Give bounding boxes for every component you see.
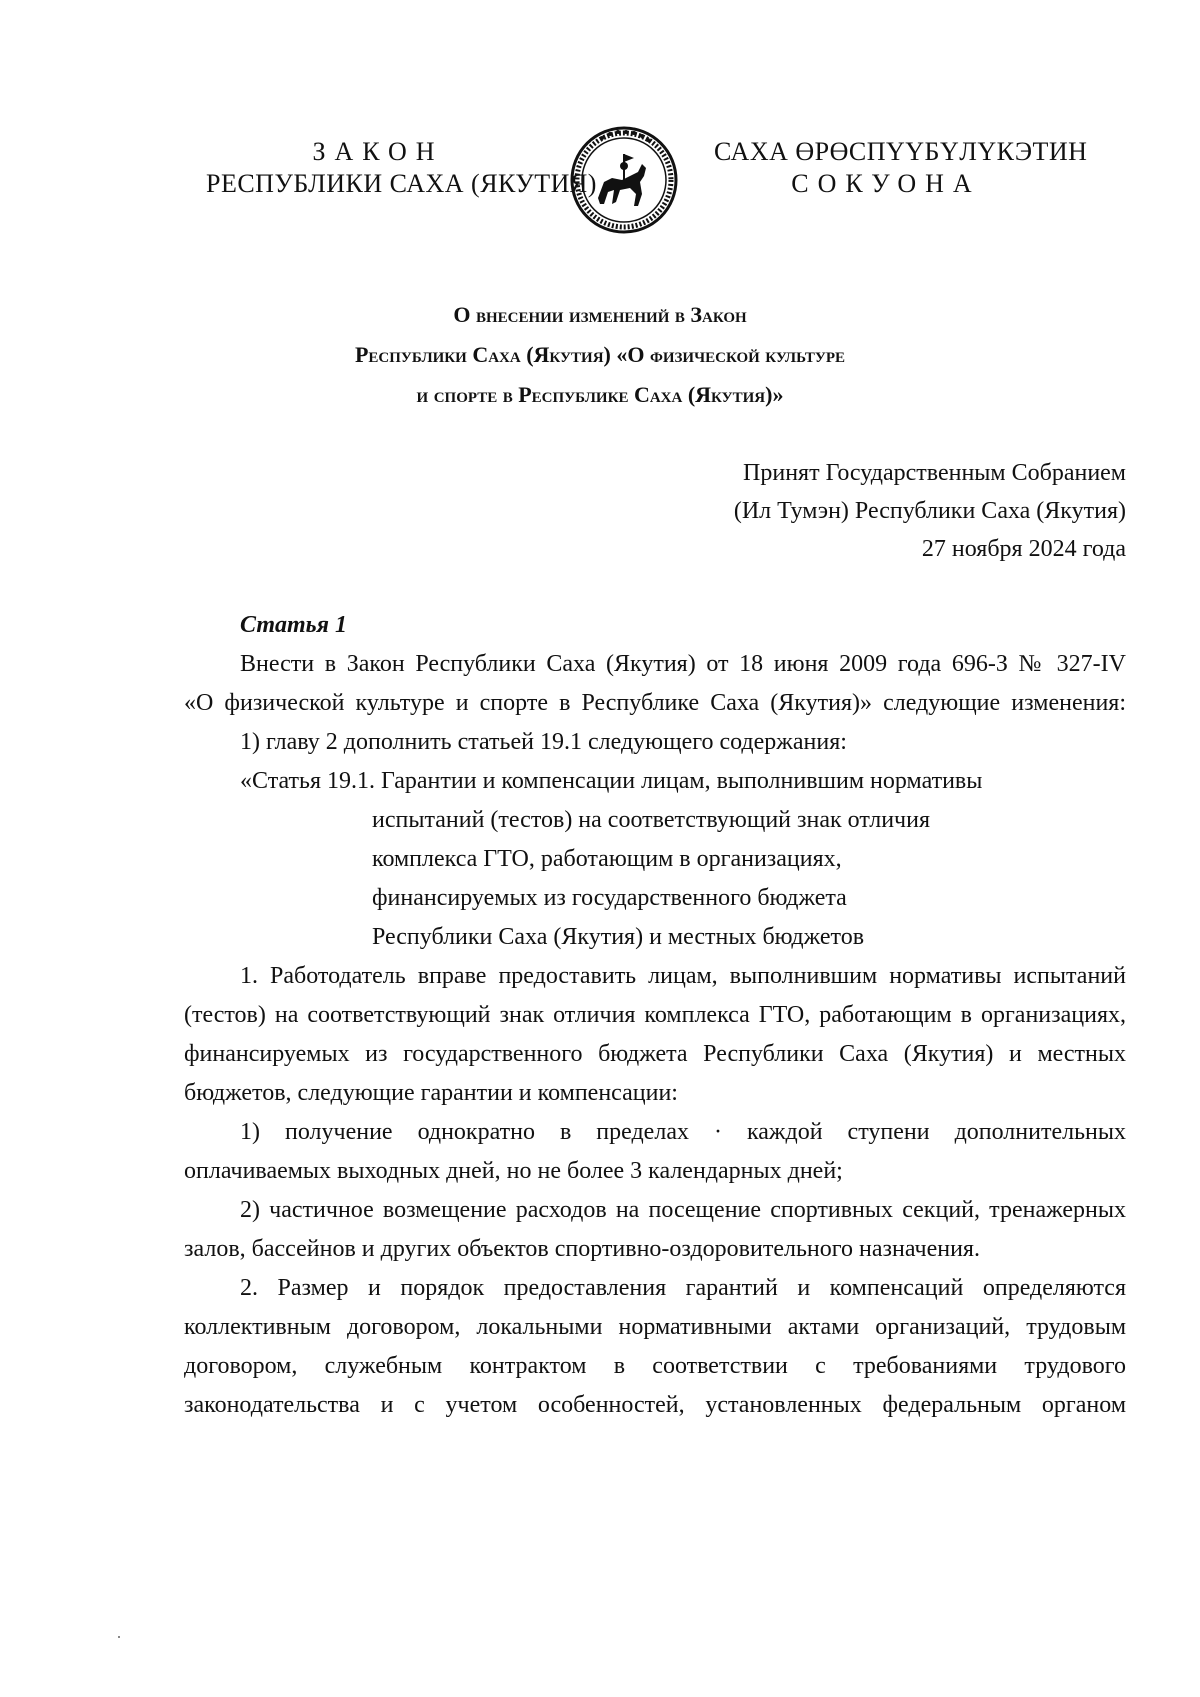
- new-article-heading-cont: Республики Саха (Якутия) и местных бюджетов: [372, 924, 865, 950]
- header-republic-name: РЕСПУБЛИКИ САХА (ЯКУТИЯ): [206, 169, 597, 198]
- header-left: [206, 136, 597, 200]
- body-line: залов, бассейнов и других объектов спортивно-оздоровительного назначения.: [184, 1236, 980, 1262]
- document-title-line-3: и спорте в Республике Саха (Якутия)»: [416, 382, 784, 407]
- header-law-word-sakha: СОКУОНА: [791, 169, 981, 198]
- new-article-heading-cont: испытаний (тестов) на соответствующий знак отличия: [372, 807, 930, 833]
- body-line: 1) главу 2 дополнить статьей 19.1 следующего содержания:: [240, 729, 847, 755]
- header-right: [714, 136, 1088, 200]
- body-line: 2. Размер и порядок предоставления гарантий и компенсаций определяются: [240, 1275, 1126, 1301]
- adopted-date: 27 ноября 2024 года: [921, 536, 1126, 562]
- document-title-line-1: О внесении изменений в Закон: [453, 302, 747, 327]
- header-law-word: ЗАКОН: [312, 137, 444, 166]
- header-republic-name-sakha: САХА ӨРӨСПҮҮБҮЛҮКЭТИН: [714, 137, 1088, 166]
- article-heading: Статья 1: [240, 612, 348, 638]
- new-article-heading-cont: финансируемых из государственного бюджета: [372, 885, 847, 911]
- new-article-heading: «Статья 19.1. Гарантии и компенсации лицам, выполнившим нормативы: [240, 768, 983, 794]
- body-line: бюджетов, следующие гарантии и компенсации:: [184, 1080, 678, 1106]
- body-line: коллективным договором, локальными нормативными актами организаций, трудовым: [184, 1314, 1126, 1340]
- body-line: 1) получение однократно в пределах · каждой ступени дополнительных: [240, 1119, 1126, 1145]
- body-line: договором, служебным контрактом в соответствии с требованиями трудового: [184, 1353, 1126, 1379]
- body-line: 2) частичное возмещение расходов на посещение спортивных секций, тренажерных: [240, 1197, 1126, 1223]
- new-article-heading-cont: комплекса ГТО, работающим в организациях,: [372, 846, 842, 872]
- body-line: Внести в Закон Республики Саха (Якутия) от 18 июня 2009 года 696-З № 327-IV: [240, 651, 1126, 677]
- body-line: 1. Работодатель вправе предоставить лицам, выполнившим нормативы испытаний: [240, 963, 1126, 989]
- body-line: «О физической культуре и спорте в Республике Саха (Якутия)» следующие изменения:: [184, 690, 1126, 716]
- body-line: финансируемых из государственного бюджета Республики Саха (Якутия) и местных: [184, 1041, 1126, 1067]
- coat-of-arms-icon: [568, 124, 680, 236]
- scan-speck: [118, 1636, 120, 1638]
- document-title-line-2: Республики Саха (Якутия) «О физической культуре: [354, 342, 846, 367]
- adopted-line-1: Принят Государственным Собранием: [743, 460, 1126, 486]
- body-line: (тестов) на соответствующий знак отличия комплекса ГТО, работающим в организациях,: [184, 1002, 1126, 1028]
- body-line: оплачиваемых выходных дней, но не более 3 календарных дней;: [184, 1158, 843, 1184]
- body-line: законодательства и с учетом особенностей, установленных федеральным органом: [184, 1392, 1126, 1418]
- adopted-line-2: (Ил Тумэн) Республики Саха (Якутия): [733, 498, 1126, 524]
